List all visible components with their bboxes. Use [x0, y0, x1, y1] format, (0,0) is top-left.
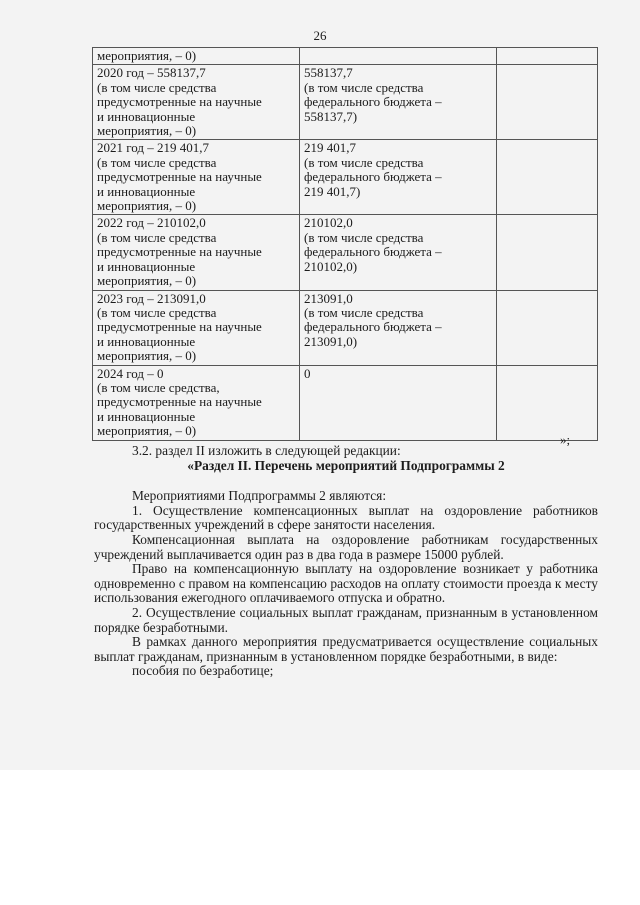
cell-line: 2023 год – 213091,0	[97, 290, 206, 306]
page-number: 26	[313, 28, 327, 43]
paragraph: Компенсационная выплата на оздоровление работникам государственных учреждений выплачивается один раз в два года в размере 15000 рублей.	[94, 531, 598, 562]
paragraph: Право на компенсационную выплату на оздоровление возникает у работника одновременно с правом на компенсацию расходов на оплату стоимости проезда к месту использования ежегодного оплачиваемого отпуска и обратно.	[94, 561, 598, 606]
cell-line: федерального бюджета –	[304, 94, 442, 110]
budget-cell	[300, 48, 497, 65]
funding-table	[92, 47, 598, 441]
cell-line: и инновационные	[97, 108, 196, 124]
cell-line: (в том числе средства,	[97, 379, 220, 395]
table-row	[93, 290, 598, 365]
table-row	[93, 140, 598, 215]
notes-cell	[497, 140, 598, 215]
paragraph: В рамках данного мероприятия предусматривается осуществление социальных выплат гражданам, признанным в установленном порядке безработными, в виде:	[94, 634, 598, 664]
notes-cell	[497, 215, 598, 290]
cell-line: 558137,7)	[304, 108, 358, 124]
funding-cell	[93, 48, 300, 65]
cell-line: федерального бюджета –	[304, 244, 442, 260]
budget-cell	[300, 290, 497, 365]
cell-line: мероприятия, – 0)	[97, 48, 197, 63]
cell-line: (в том числе средства	[304, 154, 424, 170]
paragraph: 2. Осуществление социальных выплат гражданам, признанным в установленном порядке безработными.	[94, 604, 598, 635]
cell-line: 210102,0	[304, 215, 353, 231]
cell-line: предусмотренные на научные	[97, 169, 262, 185]
notes-cell	[497, 65, 598, 140]
table-row	[93, 48, 598, 65]
cell-line: федерального бюджета –	[304, 319, 442, 335]
paragraph: 1. Осуществление компенсационных выплат на оздоровление работников государственных учреждений в сфере занятости населения.	[94, 502, 598, 533]
cell-line: предусмотренные на научные	[97, 319, 262, 335]
cell-line: 0	[304, 365, 311, 381]
cell-line: (в том числе средства	[304, 304, 424, 320]
budget-cell	[300, 215, 497, 290]
table-row	[93, 365, 598, 440]
cell-line: 2020 год – 558137,7	[97, 65, 206, 81]
cell-line: и инновационные	[97, 333, 196, 349]
document-body	[94, 444, 598, 679]
cell-line: мероприятия, – 0)	[97, 273, 197, 289]
funding-cell	[93, 140, 300, 215]
funding-cell	[93, 290, 300, 365]
closing-quote: »;	[560, 432, 571, 447]
notes-cell	[497, 48, 598, 65]
cell-line: 2022 год – 210102,0	[97, 215, 206, 231]
cell-line: (в том числе средства	[97, 79, 217, 95]
cell-line: 210102,0)	[304, 258, 358, 274]
spacer	[94, 473, 598, 489]
cell-line: мероприятия, – 0)	[97, 123, 197, 139]
cell-line: мероприятия, – 0)	[97, 198, 197, 214]
budget-cell	[300, 65, 497, 140]
section-intro: 3.2. раздел II изложить в следующей редакции:	[132, 443, 401, 458]
cell-line: предусмотренные на научные	[97, 394, 262, 410]
cell-line: (в том числе средства	[304, 229, 424, 245]
cell-line: и инновационные	[97, 258, 196, 274]
notes-cell	[497, 365, 598, 440]
cell-line: мероприятия, – 0)	[97, 348, 197, 364]
cell-line: 2024 год – 0	[97, 365, 164, 381]
table-row	[93, 215, 598, 290]
table-row	[93, 65, 598, 140]
paragraph: пособия по безработице;	[132, 663, 274, 679]
cell-line: мероприятия, – 0)	[97, 423, 197, 439]
cell-line: и инновационные	[97, 408, 196, 424]
cell-line: предусмотренные на научные	[97, 94, 262, 110]
funding-cell	[93, 215, 300, 290]
notes-cell	[497, 290, 598, 365]
funding-cell	[93, 365, 300, 440]
budget-cell	[300, 365, 497, 440]
cell-line: 219 401,7	[304, 140, 356, 156]
cell-line: федерального бюджета –	[304, 169, 442, 185]
funding-cell	[93, 65, 300, 140]
cell-line: и инновационные	[97, 183, 196, 199]
cell-line: 558137,7	[304, 65, 353, 81]
cell-line: предусмотренные на научные	[97, 244, 262, 260]
cell-line: (в том числе средства	[304, 79, 424, 95]
cell-line: 213091,0)	[304, 333, 358, 349]
budget-cell	[300, 140, 497, 215]
section-title: «Раздел II. Перечень мероприятий Подпрограммы 2	[187, 457, 505, 473]
cell-line: 219 401,7)	[304, 183, 361, 199]
cell-line: 213091,0	[304, 290, 353, 306]
paragraph: Мероприятиями Подпрограммы 2 являются:	[132, 488, 387, 504]
cell-line: (в том числе средства	[97, 304, 217, 320]
cell-line: (в том числе средства	[97, 154, 217, 170]
cell-line: 2021 год – 219 401,7	[97, 140, 209, 156]
cell-line: (в том числе средства	[97, 229, 217, 245]
